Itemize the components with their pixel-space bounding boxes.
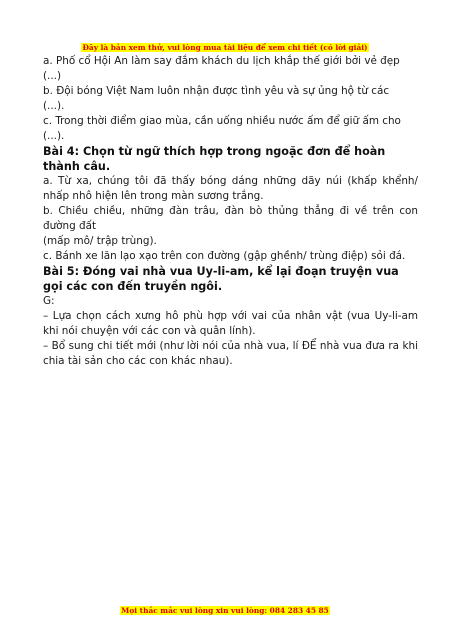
guide-item: – Lựa chọn cách xưng hô phù hợp với vai của nhân vật (vua Uy-li-am khi nói chuyện với các con và quân lính). bbox=[43, 310, 418, 337]
exercise-line: a. Phố cổ Hội An làm say đắm khách du lịch khắp thế giới bởi vẻ đẹp bbox=[43, 55, 400, 67]
exercise-line: b. Chiều chiều, những đàn trâu, đàn bò thủng thẳng đi về trên con đường đất bbox=[43, 205, 418, 232]
exercise-line: c. Bánh xe lăn lạo xạo trên con đường (gập ghềnh/ trùng điệp) sỏi đá. bbox=[43, 250, 406, 262]
exercise-4-heading: Bài 4: Chọn từ ngữ thích hợp trong ngoặc đơn để hoàn thành câu. bbox=[43, 145, 386, 173]
contact-footer-text: Mọi thắc mắc vui lòng xin vui lòng: 084 283 45 85 bbox=[121, 606, 329, 615]
exercise-line: (...). bbox=[43, 100, 65, 112]
contact-footer-banner bbox=[0, 600, 450, 618]
preview-notice-banner bbox=[0, 37, 450, 55]
document-body bbox=[43, 54, 418, 369]
exercise-line: c. Trong thời điểm giao mùa, cần uống nhiều nước ấm để giữ ấm cho bbox=[43, 115, 401, 127]
exercise-5-heading: Bài 5: Đóng vai nhà vua Uy-li-am, kể lại đoạn truyện vua gọi các con đến truyền ngôi. bbox=[43, 265, 399, 293]
guide-label: G: bbox=[43, 295, 55, 307]
exercise-line: (...) bbox=[43, 70, 62, 82]
exercise-line: b. Đội bóng Việt Nam luôn nhận được tình yêu và sự ủng hộ từ các bbox=[43, 85, 390, 97]
exercise-line: (mấp mô/ trập trùng). bbox=[43, 235, 157, 247]
preview-notice-text: Đây là bản xem thử, vui lòng mua tài liệu để xem chi tiết (có lời giải) bbox=[82, 43, 368, 52]
exercise-line: a. Từ xa, chúng tôi đã thấy bóng dáng những dãy núi (khấp khểnh/ nhấp nhô hiện lên trong màn sương trắng. bbox=[43, 175, 418, 202]
exercise-line: (...). bbox=[43, 130, 65, 142]
guide-item: – Bổ sung chi tiết mới (như lời nói của nhà vua, lí ĐỂ nhà vua đưa ra khi chia tài sản cho các con khác nhau). bbox=[43, 340, 418, 367]
